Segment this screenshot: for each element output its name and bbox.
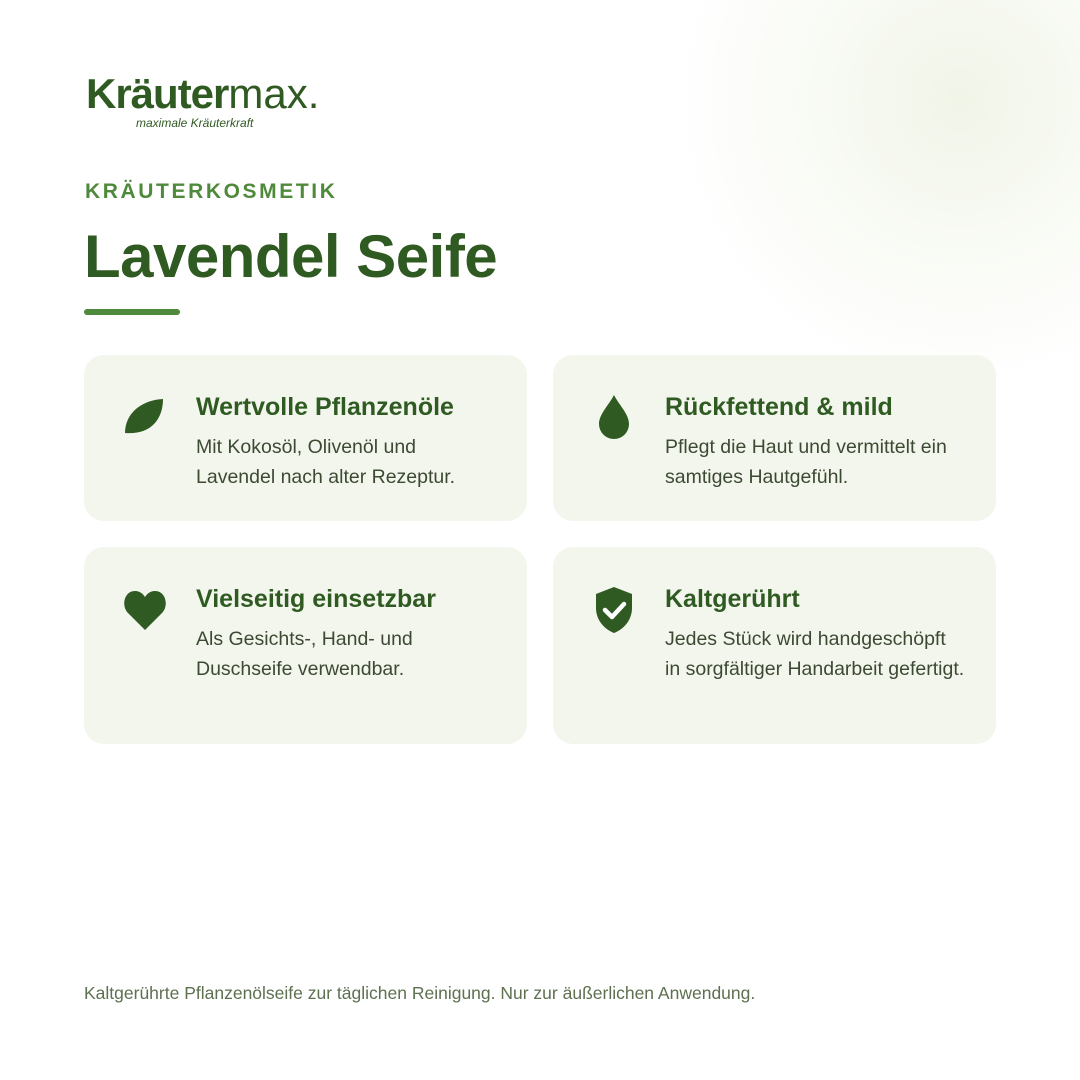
background-glow (680, 0, 1080, 380)
shield-check-icon (591, 587, 637, 633)
feature-text: Jedes Stück wird handgeschöpft in sorgfältiger Handarbeit gefertigt. (665, 628, 965, 680)
feature-text: Als Gesichts-, Hand- und Duschseife verwendbar. (196, 628, 413, 680)
page-title: Lavendel Seife (84, 223, 498, 290)
logo-bold-part: Kräuter (86, 70, 229, 117)
feature-text: Mit Kokosöl, Olivenöl und Lavendel nach alter Rezeptur. (196, 436, 456, 488)
logo-wordmark (86, 70, 319, 118)
logo-tagline: maximale Kräuterkraft (136, 116, 254, 130)
feature-card-cold-process (553, 547, 996, 744)
logo-light-part: max. (228, 70, 320, 117)
feature-card-mild (553, 355, 996, 521)
title-underline (84, 309, 180, 315)
feature-heading: Rückfettend & mild (665, 393, 893, 421)
category-label: KRÄUTERKOSMETIK (85, 180, 338, 203)
feature-card-versatile (84, 547, 527, 744)
brand-logo (86, 70, 320, 130)
leaf-icon (122, 395, 168, 441)
drop-icon (591, 395, 637, 441)
footer-note: Kaltgerührte Pflanzenölseife zur täglichen Reinigung. Nur zur äußerlichen Anwendung. (84, 983, 756, 1003)
feature-heading: Wertvolle Pflanzenöle (196, 393, 454, 421)
feature-heading: Vielseitig einsetzbar (196, 585, 436, 613)
feature-text: Pflegt die Haut und vermittelt ein samtiges Hautgefühl. (665, 436, 947, 488)
feature-heading: Kaltgerührt (665, 585, 800, 613)
heart-icon (122, 587, 168, 633)
feature-card-oils (84, 355, 527, 521)
